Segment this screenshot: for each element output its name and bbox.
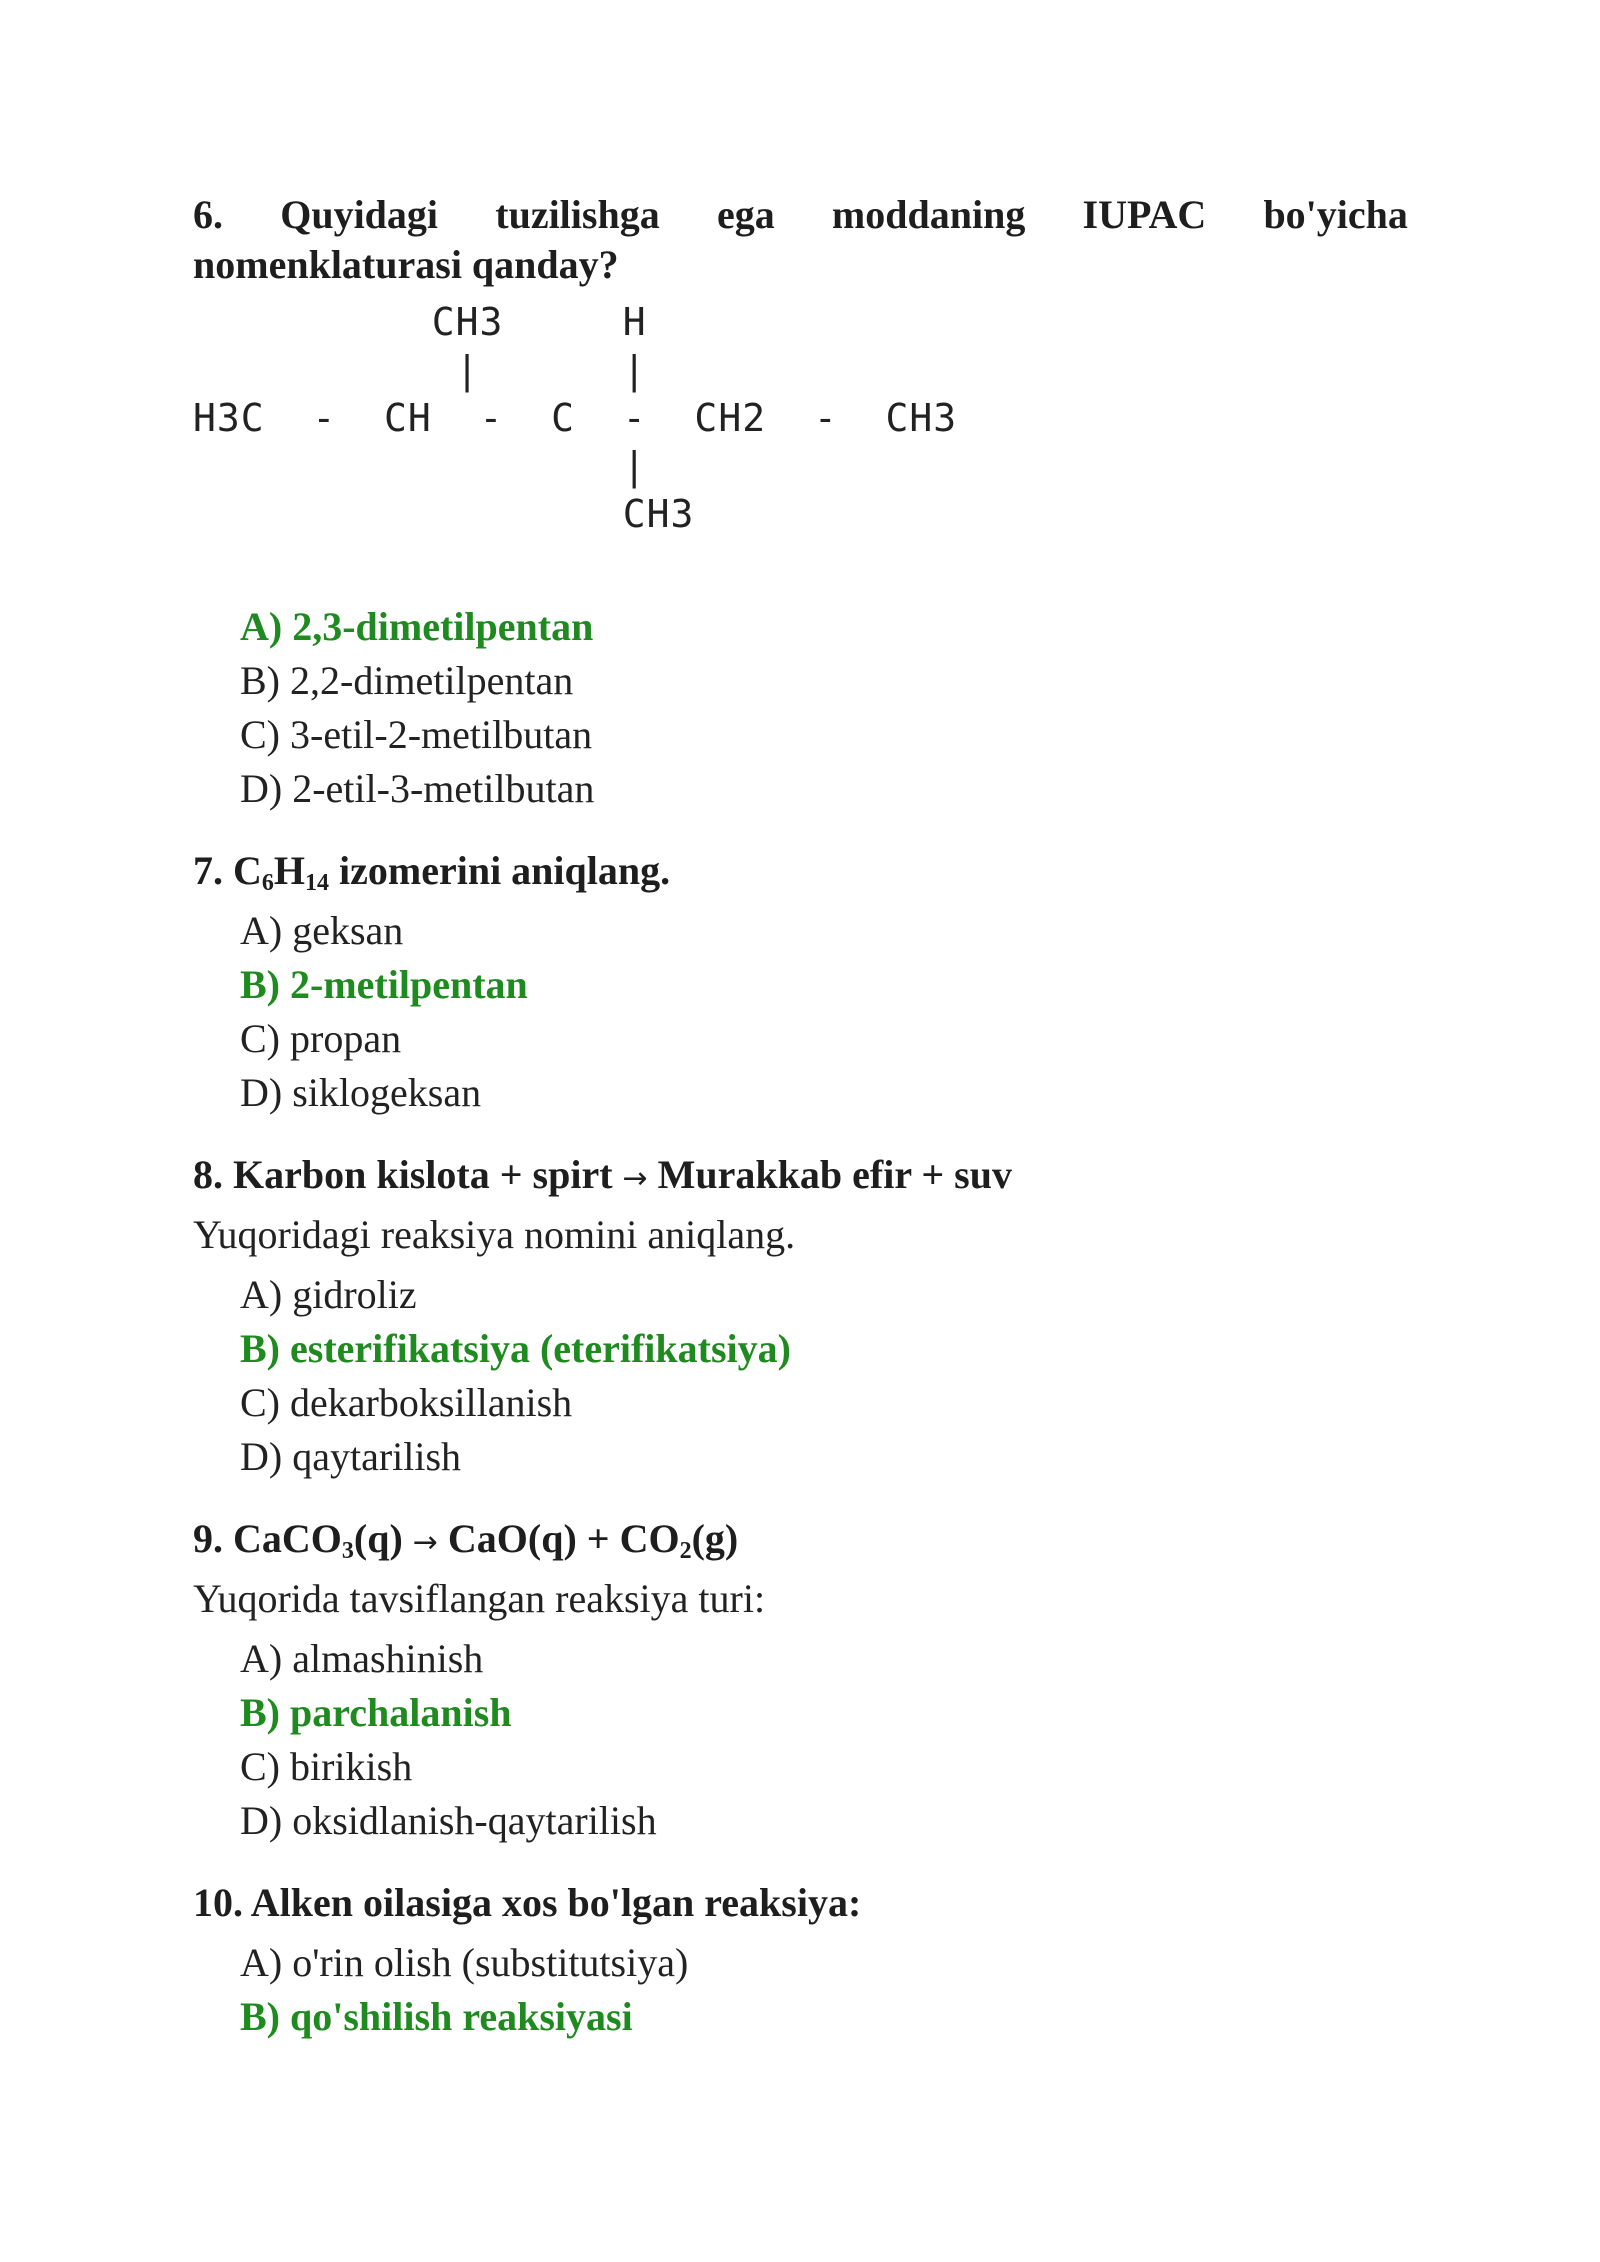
question-7-title: 7. $C_6H_{14}$ izomerini aniqlang. (193, 848, 671, 896)
question-10-title: 10. Alken oilasiga xos bo'lgan reaksiya: (193, 1880, 862, 1925)
q6-word: moddaning (831, 192, 1026, 237)
q6-word: Quyidagi (280, 192, 439, 237)
arrow-icon: → (622, 1161, 648, 1196)
q7-option-b: B) 2-metilpentan (240, 962, 528, 1007)
q9-option-d: D) oksidlanish-qaytarilish (240, 1798, 657, 1843)
q7-option-c: C) propan (240, 1016, 402, 1061)
q8-option-c: C) dekarboksillanish (240, 1380, 573, 1425)
q9-option-c: C) birikish (240, 1744, 413, 1789)
question-9-subtitle: Yuqorida tavsiflangan reaksiya turi: (193, 1576, 766, 1621)
q6-word: tuzilishga (495, 192, 660, 237)
question-8-subtitle: Yuqoridagi reaksiya nomini aniqlang. (193, 1212, 796, 1257)
q8-option-b: B) esterifikatsiya (eterifikatsiya) (240, 1326, 791, 1371)
q7-option-a: A) geksan (240, 908, 404, 953)
q9-option-a: A) almashinish (240, 1636, 484, 1681)
q8-option-d: D) qaytarilish (240, 1434, 462, 1479)
q10-option-a: A) o'rin olish (substitutsiya) (240, 1940, 689, 1985)
question-6-line2: nomenklaturasi qanday? (193, 242, 619, 287)
q6-word: ega (716, 192, 775, 237)
structure-top-labels: CH3 H (193, 300, 647, 344)
q6-word: 6. (193, 192, 223, 237)
q7-option-d: D) siklogeksan (240, 1070, 482, 1115)
structure-bottom-label: CH3 (193, 492, 695, 536)
q6-word: bo'yicha (1263, 192, 1408, 237)
structure-top-bonds: | | (193, 348, 647, 392)
structure-bottom-bond: | (193, 444, 647, 488)
q10-option-b: B) qo'shilish reaksiyasi (240, 1994, 633, 2039)
q6-option-d: D) 2-etil-3-metilbutan (240, 766, 595, 811)
q6-option-a: A) 2,3-dimetilpentan (240, 604, 594, 649)
q6-option-c: C) 3-etil-2-metilbutan (240, 712, 593, 757)
q9-option-b: B) parchalanish (240, 1690, 512, 1735)
q6-word: IUPAC (1082, 192, 1207, 237)
question-6-line1 (193, 190, 1408, 240)
structure-main-chain: H3C - CH - C - CH2 - CH3 (193, 396, 958, 440)
question-6-title (193, 190, 1408, 290)
question-8-title: 8. Karbon kislota + spirt → Murakkab efir + suv (193, 1152, 1012, 1197)
arrow-icon: → (412, 1525, 438, 1560)
q6-option-b: B) 2,2-dimetilpentan (240, 658, 574, 703)
q8-option-a: A) gidroliz (240, 1272, 417, 1317)
question-9-title: 9. CaCO$_3$(q) → $CaO(q) + CO_2(g)$ (193, 1516, 739, 1564)
